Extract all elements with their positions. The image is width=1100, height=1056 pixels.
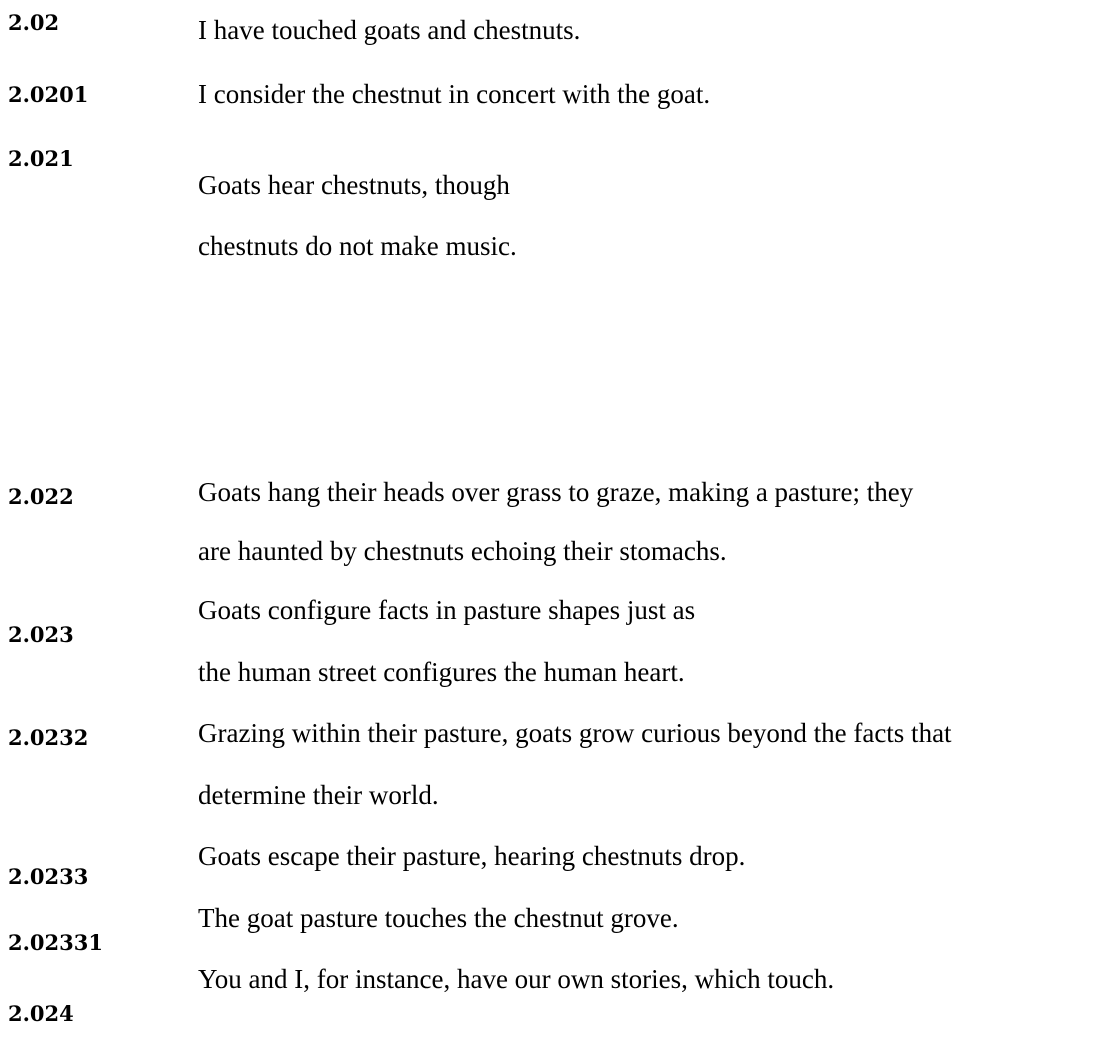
proposition-number: 2.0232 (8, 725, 89, 750)
proposition-text: chestnuts do not make music. (198, 231, 517, 261)
proposition-text: Goats configure facts in pasture shapes just as (198, 595, 696, 625)
proposition-number: 2.022 (8, 484, 74, 509)
proposition-number: 2.02 (8, 10, 60, 35)
proposition-text: The goat pasture touches the chestnut grove. (198, 903, 679, 933)
proposition-number: 2.023 (8, 622, 74, 647)
proposition-text: Goats hear chestnuts, though (198, 170, 510, 200)
proposition-text: Grazing within their pasture, goats grow curious beyond the facts that (198, 718, 952, 748)
proposition-text: I have touched goats and chestnuts. (198, 15, 581, 45)
proposition-number: 2.02331 (8, 930, 103, 955)
proposition-number: 2.024 (8, 1001, 74, 1026)
proposition-number: 2.0201 (8, 82, 89, 107)
proposition-text: Goats hang their heads over grass to graze, making a pasture; they (198, 477, 914, 507)
proposition-text: I consider the chestnut in concert with the goat. (198, 79, 711, 109)
proposition-text: determine their world. (198, 780, 439, 810)
proposition-number: 2.021 (8, 146, 74, 171)
proposition-text: the human street configures the human heart. (198, 657, 685, 687)
proposition-text: You and I, for instance, have our own stories, which touch. (198, 964, 835, 994)
proposition-text: Goats escape their pasture, hearing chestnuts drop. (198, 841, 746, 871)
proposition-number: 2.0233 (8, 864, 89, 889)
proposition-text: are haunted by chestnuts echoing their stomachs. (198, 536, 727, 566)
